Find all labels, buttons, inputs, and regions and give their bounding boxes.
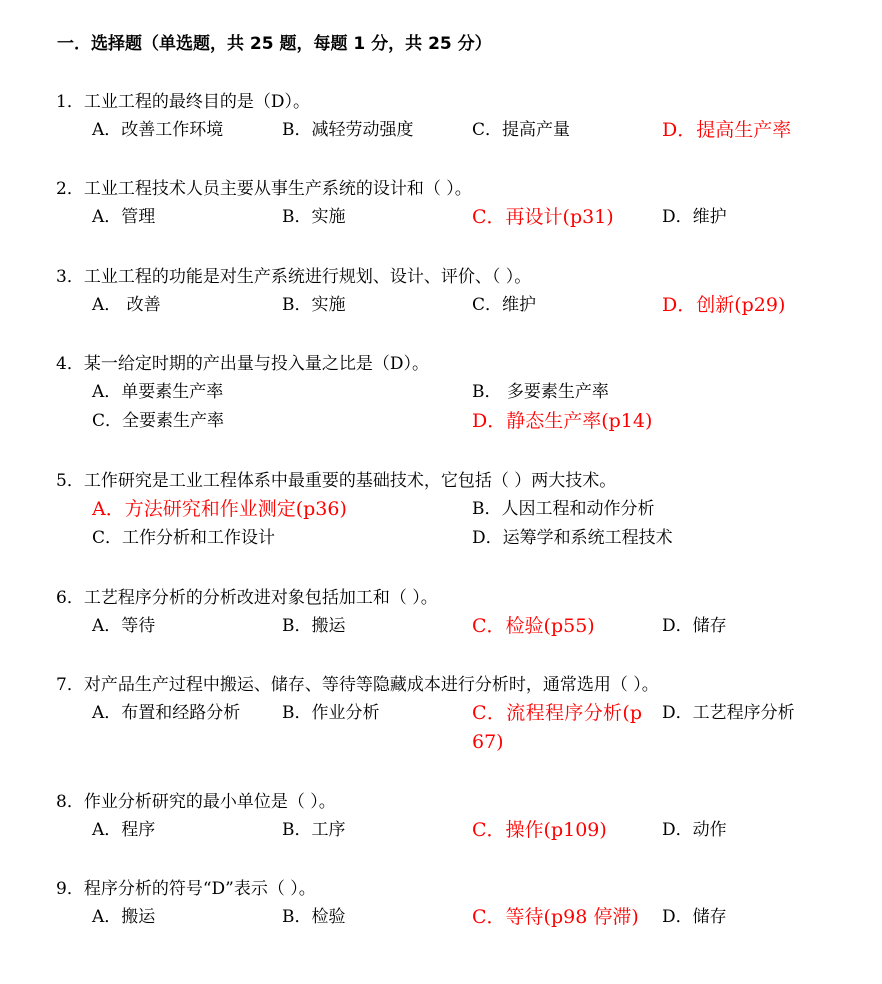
question-5 — [56, 467, 836, 553]
option-a: A． 改善 — [92, 295, 161, 315]
option-c: C．提高产量 — [472, 120, 571, 140]
options-row — [56, 116, 836, 145]
option-a: A．单要素生产率 — [92, 382, 224, 402]
option-a: A．改善工作环境 — [92, 120, 224, 140]
section-title: 一．选择题（单选题，共 25 题，每题 1 分，共 25 分） — [57, 34, 492, 54]
option-d-answer: D．提高生产率 — [662, 119, 792, 141]
question-stem: 6．工艺程序分析的分析改进对象包括加工和（ ）。 — [56, 588, 438, 608]
option-d: D．动作 — [662, 820, 727, 840]
question-8 — [56, 788, 836, 845]
option-a: A．管理 — [92, 207, 156, 227]
option-a-answer: A．方法研究和作业测定(p36) — [92, 498, 347, 520]
option-d-answer: D．静态生产率(p14) — [472, 410, 653, 432]
option-d: D．储存 — [662, 616, 727, 636]
option-c-answer: C．等待(p98 停滞) — [472, 906, 639, 928]
option-d-answer: D．创新(p29) — [662, 294, 786, 316]
options-row — [56, 524, 836, 553]
question-4 — [56, 350, 836, 436]
options-row — [56, 203, 836, 232]
options-row — [56, 291, 836, 320]
question-6 — [56, 584, 836, 641]
options-row — [56, 816, 836, 845]
question-stem: 2．工业工程技术人员主要从事生产系统的设计和（ ）。 — [56, 179, 472, 199]
option-b: B．搬运 — [282, 616, 346, 636]
option-a: A．搬运 — [92, 907, 156, 927]
option-d: D．储存 — [662, 907, 727, 927]
question-1 — [56, 88, 836, 145]
option-c: C．维护 — [472, 295, 537, 315]
option-d: D．工艺程序分析 — [662, 703, 795, 723]
question-2 — [56, 175, 836, 232]
option-b: B．作业分析 — [282, 703, 380, 723]
option-c-answer: C．操作(p109) — [472, 819, 607, 841]
options-row — [56, 699, 836, 757]
question-stem: 9．程序分析的符号“D”表示（ ）。 — [56, 879, 316, 899]
option-b: B．实施 — [282, 295, 346, 315]
question-stem: 3．工业工程的功能是对生产系统进行规划、设计、评价、（ ）。 — [56, 267, 532, 287]
option-a: A．布置和经路分析 — [92, 703, 241, 723]
options-row — [56, 407, 836, 436]
option-a: A．等待 — [92, 616, 156, 636]
options-row — [56, 378, 836, 407]
question-stem: 7．对产品生产过程中搬运、储存、等待等隐藏成本进行分析时，通常选用（ ）。 — [56, 675, 659, 695]
options-row — [56, 903, 836, 961]
option-b: B．减轻劳动强度 — [282, 120, 414, 140]
question-stem: 5．工作研究是工业工程体系中最重要的基础技术，它包括（ ）两大技术。 — [56, 471, 617, 491]
option-b: B．人因工程和动作分析 — [472, 499, 655, 519]
option-d: D．维护 — [662, 207, 727, 227]
options-row — [56, 612, 836, 641]
question-9 — [56, 875, 836, 961]
question-stem: 4．某一给定时期的产出量与投入量之比是（D）。 — [56, 354, 429, 374]
option-c-answer: C．流程程序分析(p67) — [472, 702, 642, 753]
option-c-answer: C．检验(p55) — [472, 615, 595, 637]
option-c: C．工作分析和工作设计 — [92, 528, 276, 548]
option-b: B．工序 — [282, 820, 346, 840]
option-b: B． 多要素生产率 — [472, 382, 609, 402]
question-3 — [56, 263, 836, 320]
question-stem: 8．作业分析研究的最小单位是（ ）。 — [56, 792, 336, 812]
option-b: B．实施 — [282, 207, 346, 227]
option-b: B．检验 — [282, 907, 346, 927]
option-c: C．全要素生产率 — [92, 411, 225, 431]
option-a: A．程序 — [92, 820, 156, 840]
question-stem: 1．工业工程的最终目的是（D）。 — [56, 92, 310, 112]
options-row — [56, 495, 836, 524]
option-c-answer: C．再设计(p31) — [472, 206, 614, 228]
option-d: D．运筹学和系统工程技术 — [472, 528, 673, 548]
question-7 — [56, 671, 836, 757]
